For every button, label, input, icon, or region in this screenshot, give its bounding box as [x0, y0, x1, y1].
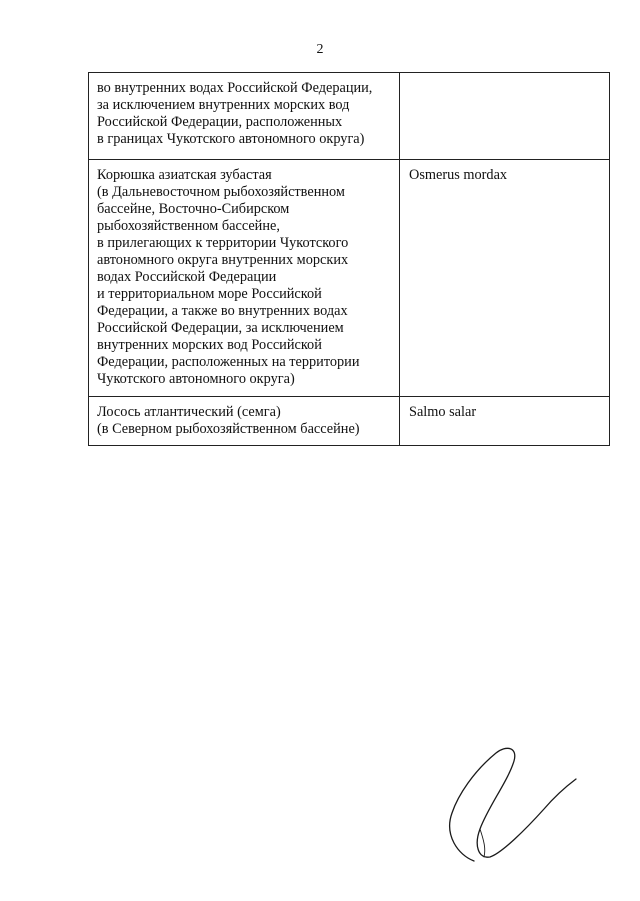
- text-line: Российской Федерации, расположенных: [97, 114, 343, 130]
- latin-name: Salmo salar: [409, 404, 477, 420]
- table-row: [89, 73, 610, 160]
- text-line: автономного округа внутренних морских: [97, 252, 349, 268]
- text-line: за исключением внутренних морских вод: [97, 97, 350, 113]
- page-number: 2: [316, 42, 324, 57]
- text-line: Федерации, расположенных на территории: [97, 354, 360, 370]
- text-line: Российской Федерации, за исключением: [97, 320, 344, 336]
- text-line: рыбохозяйственном бассейне,: [97, 218, 280, 234]
- species-name-cell: [89, 160, 400, 397]
- latin-name-cell: [400, 397, 610, 446]
- text-line: Лосось атлантический (семга): [97, 404, 281, 420]
- table-row: [89, 397, 610, 446]
- text-line: во внутренних водах Российской Федерации,: [97, 80, 373, 96]
- text-line: в границах Чукотского автономного округа): [97, 131, 365, 147]
- text-line: Корюшка азиатская зубастая: [97, 167, 272, 183]
- text-line: и территориальном море Российской: [97, 286, 322, 302]
- text-line: Федерации, а также во внутренних водах: [97, 303, 348, 319]
- text-line: Чукотского автономного округа): [97, 371, 295, 387]
- species-table: [88, 72, 610, 446]
- species-name-cell: [89, 397, 400, 446]
- text-line: бассейне, Восточно-Сибирском: [97, 201, 290, 217]
- handwritten-signature-icon: [440, 745, 580, 865]
- text-line: в прилегающих к территории Чукотского: [97, 235, 349, 251]
- text-line: внутренних морских вод Российской: [97, 337, 322, 353]
- text-line: водах Российской Федерации: [97, 269, 277, 285]
- text-line: (в Северном рыбохозяйственном бассейне): [97, 421, 360, 437]
- latin-name-cell: [400, 73, 610, 160]
- table-row: [89, 160, 610, 397]
- latin-name-cell: [400, 160, 610, 397]
- species-name-cell: [89, 73, 400, 160]
- latin-name: Osmerus mordax: [409, 167, 508, 183]
- text-line: (в Дальневосточном рыбохозяйственном: [97, 184, 345, 200]
